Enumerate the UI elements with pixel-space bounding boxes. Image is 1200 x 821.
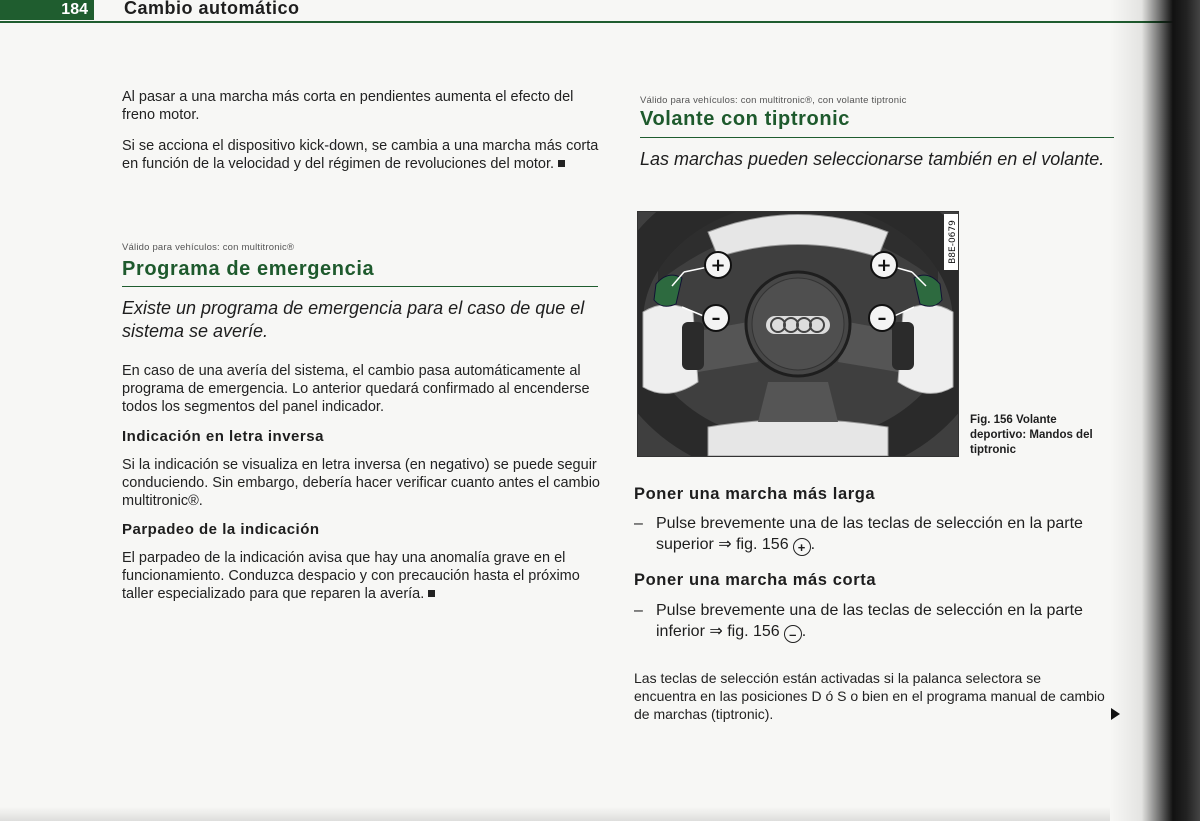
end-mark: [428, 590, 435, 597]
book-spine-shadow: [1110, 0, 1200, 821]
section-title-emergency: Programa de emergencia: [122, 258, 375, 280]
body-paragraph-1: En caso de una avería del sistema, el cambio pasa automáticamente al programa de emergencia. Lo anterior quedará confirmado al encenderse todos los segmentos del panel indicador.: [122, 363, 590, 415]
validity-note-right: Válido para vehículos: con multitronic®, con volante tiptronic: [640, 95, 907, 106]
intro-paragraph-1: Al pasar a una marcha más corta en pendientes aumenta el efecto del freno motor.: [122, 89, 574, 123]
intro-paragraph-2-text: Si se acciona el dispositivo kick-down, se cambia a una marcha más corta en función de la velocidad y del régimen de revoluciones del motor.: [122, 138, 599, 172]
subhead-upshift: Poner una marcha más larga: [634, 485, 876, 503]
minus-circle-icon: –: [784, 625, 802, 643]
section-rule-right: [640, 137, 1114, 138]
bullet-downshift-text: Pulse brevemente una de las teclas de selección en la parte inferior ⇒ fig. 156 – .: [656, 602, 1083, 642]
figure-caption: [970, 413, 1110, 458]
bullet-upshift-text: Pulse brevemente una de las teclas de selección en la parte superior ⇒ fig. 156 + .: [656, 515, 1083, 555]
page-header: [0, 0, 1200, 24]
callout-minus-left: –: [711, 308, 721, 329]
bullet-downshift-body: Pulse brevemente una de las teclas de selección en la parte inferior ⇒ fig. 156: [656, 602, 1083, 640]
header-rule: [0, 21, 1200, 23]
figure-caption-line-2: deportivo: Mandos del: [970, 429, 1093, 441]
page-number: 184: [0, 0, 94, 20]
bullet-dash: –: [634, 515, 643, 532]
figure-steering-wheel: [637, 211, 959, 457]
subhead-inverse: Indicación en letra inversa: [122, 428, 324, 445]
figure-caption-line-1: Fig. 156 Volante: [970, 414, 1057, 426]
body-paragraph-3: [122, 549, 600, 603]
lead-emergency: Existe un programa de emergencia para el caso de que el sistema se averíe.: [122, 298, 585, 341]
page-bottom-edge: [0, 807, 1110, 821]
callout-plus-right: +: [876, 255, 892, 276]
bullet-dash: –: [634, 602, 643, 619]
figure-caption-line-3: tiptronic: [970, 444, 1016, 456]
body-paragraph-2: Si la indicación se visualiza en letra inversa (en negativo) se puede seguir conduciendo. Sin embargo, debería hacer verificar cuanto antes el cambio multitronic®.: [122, 457, 600, 509]
intro-paragraph-2: [122, 137, 600, 173]
callout-plus-left: +: [710, 255, 726, 276]
subhead-downshift: Poner una marcha más corta: [634, 571, 877, 589]
list-item-upshift: [634, 513, 1104, 559]
bullet-upshift-body: Pulse brevemente una de las teclas de selección en la parte superior ⇒ fig. 156: [656, 515, 1083, 553]
body-paragraph-3-text: El parpadeo de la indicación avisa que hay una anomalía grave en el funcionamiento. Conduzca despacio y con precaución hasta el próximo taller especializado para que reparen la avería.: [122, 550, 580, 602]
end-mark: [558, 160, 565, 167]
section-rule-left: [122, 286, 598, 287]
chapter-title: Cambio automático: [124, 0, 300, 18]
note-paragraph: Las teclas de selección están activadas si la palanca selectora se encuentra en las posiciones D ó S o bien en el programa manual de cambio de marchas (tiptronic).: [634, 670, 1105, 722]
lead-tiptronic: Las marchas pueden seleccionarse también en el volante.: [640, 149, 1105, 169]
steering-wheel-illustration: [638, 212, 958, 456]
subhead-blinking: Parpadeo de la indicación: [122, 521, 320, 538]
validity-note-left: Válido para vehículos: con multitronic®: [122, 242, 295, 253]
figure-code: B8E-0679: [948, 220, 958, 264]
section-title-tiptronic: Volante con tiptronic: [640, 108, 851, 130]
callout-minus-right: –: [877, 308, 887, 329]
plus-circle-icon: +: [793, 538, 811, 556]
list-item-downshift: [634, 600, 1104, 646]
